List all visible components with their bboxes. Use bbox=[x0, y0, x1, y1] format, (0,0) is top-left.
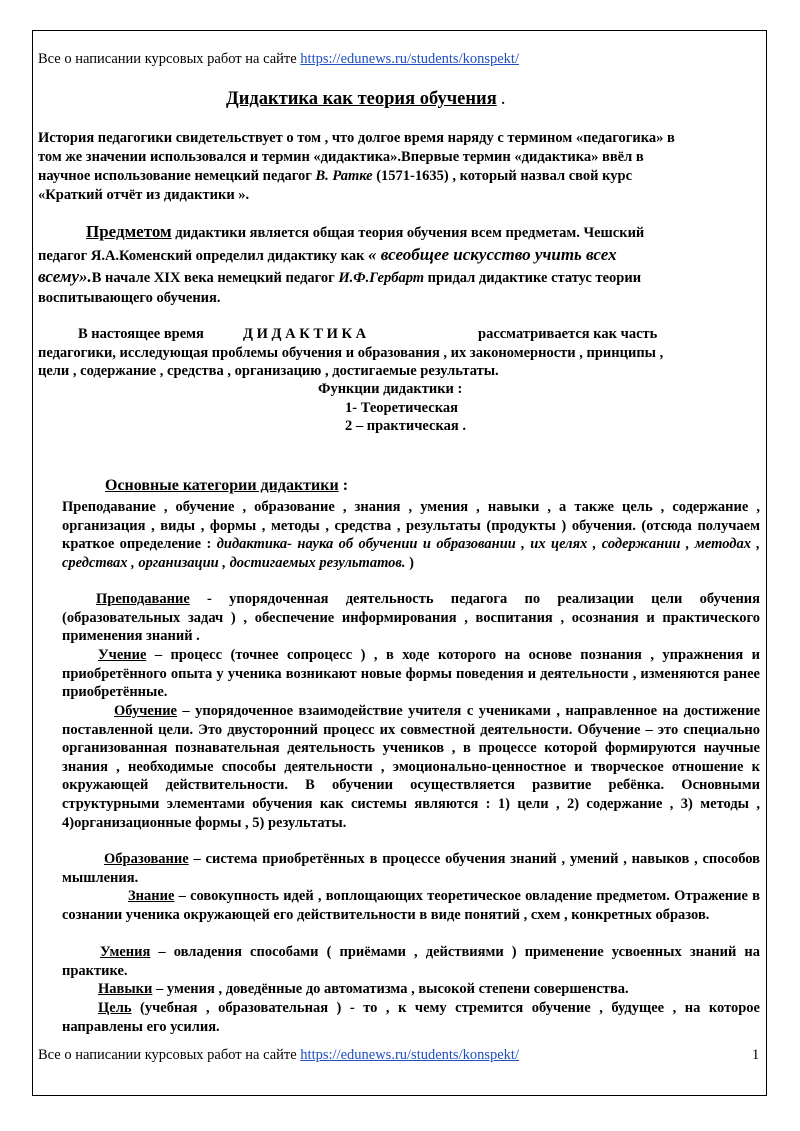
intro-line-4: «Краткий отчёт из дидактики ». bbox=[38, 187, 250, 203]
categories-heading-text: Основные категории дидактики bbox=[105, 477, 339, 494]
categories-list: Преподавание , обучение , образование , знания , умения , навыки , а также цель , содержание , организация , виды , формы , методы , средства , результаты (продукты ) обучения. (отсюда получаем краткое определение : bbox=[62, 499, 760, 553]
def-skills bbox=[62, 943, 760, 980]
page-title bbox=[226, 88, 505, 112]
herbart-name: И.Ф.Гербарт bbox=[338, 270, 425, 286]
present-line-1c: рассматривается как часть bbox=[478, 326, 658, 342]
subject-line-3 bbox=[38, 268, 641, 287]
intro-line-1: История педагогики свидетельствует о том , что долгое время наряду с термином «педагогика» в bbox=[38, 130, 675, 146]
categories-paragraph bbox=[62, 498, 760, 572]
def-training bbox=[62, 702, 760, 832]
header-text: Все о написании курсовых работ на сайте bbox=[38, 51, 301, 67]
present-line-2: педагогики, исследующая проблемы обучения и образования , их закономерности , принципы , bbox=[38, 345, 664, 361]
function-1: 1- Теоретическая bbox=[345, 400, 458, 416]
page-header bbox=[38, 50, 519, 68]
text-teaching: - упорядоченная деятельность педагога по реализации цели обучения (образовательных задач ) , обеспечение информирования , воспитания , осознания и практического применения знаний . bbox=[62, 591, 760, 645]
subject-line-4: воспитывающего обучения. bbox=[38, 290, 221, 306]
term-goal: Цель bbox=[98, 1000, 132, 1016]
subject-line-1 bbox=[86, 223, 644, 242]
title-dot: . bbox=[501, 93, 505, 108]
term-habits: Навыки bbox=[98, 981, 153, 997]
def-goal bbox=[62, 999, 760, 1036]
text-goal: (учебная , образовательная ) - то , к чему стремится обучение , будущее , на которое направлены его усилия. bbox=[62, 1000, 760, 1035]
komensky-quote-end: всему». bbox=[38, 267, 92, 286]
present-line-3: цели , содержание , средства , организацию , достигаемые результаты. bbox=[38, 363, 499, 379]
intro-line-2: том же значении использовался и термин «дидактика».Впервые термин «дидактика» ввёл в bbox=[38, 149, 644, 165]
komensky-quote: « всеобщее искусство учить всех bbox=[368, 245, 617, 264]
term-training: Обучение bbox=[114, 703, 177, 719]
herbart-intro: В начале XIX века немецкий педагог bbox=[91, 270, 339, 286]
didactics-definition: дидактика- наука об обучении и образовании , их целях , содержании , методах , средствах , организации , достигаемых результатов. bbox=[62, 536, 760, 571]
categories-close: ) bbox=[405, 554, 414, 571]
categories-colon: : bbox=[338, 477, 349, 494]
def-education bbox=[62, 850, 760, 887]
def-habits bbox=[62, 980, 760, 999]
subject-term: Предметом bbox=[86, 222, 172, 241]
term-education: Образование bbox=[104, 851, 189, 867]
text-learning: – процесс (точнее сопроцесс ) , в ходе которого на основе познания , упражнения и приобретённого опыта у ученика возникают новые формы поведения и деятельности , изменяются ранее приобретённые. bbox=[62, 647, 760, 701]
footer-text: Все о написании курсовых работ на сайте bbox=[38, 1047, 301, 1063]
subject-text-2: педагог Я.А.Коменский определил дидактику как bbox=[38, 248, 369, 264]
intro-text: научное использование немецкий педагог bbox=[38, 168, 316, 184]
present-line-1a: В настоящее время bbox=[78, 326, 204, 342]
intro-text-cont: (1571-1635) , который назвал свой курс bbox=[372, 168, 633, 184]
present-line-1b: Д И Д А К Т И К А bbox=[243, 326, 367, 342]
subject-text: дидактики является общая теория обучения всем предметам. Чешский bbox=[171, 225, 645, 241]
functions-title: Функции дидактики : bbox=[318, 381, 463, 397]
subject-line-2 bbox=[38, 246, 617, 265]
def-teaching bbox=[62, 590, 760, 646]
text-knowledge: – совокупность идей , воплощающих теоретическое овладение предметом. Отражение в сознании ученика окружающей его действительности в виде понятий , схем , конкретных образов. bbox=[62, 888, 760, 923]
categories-heading bbox=[105, 477, 348, 495]
text-training: – упорядоченное взаимодействие учителя с учениками , направленное на достижение поставленной цели. Это двусторонний процесс их совместной деятельности. Обучение – это специально организованная познавательная деятельность учеников , в процессе которой формируются научные знания , необходимые способы деятельности , эмоционально-ценностное и творческое отношение к окружающей действительности. В обучении осуществляется развитие ребёнка. Основными структурными элементами обучения как системы являются : 1) цели , 2) содержание , 3) методы , 4)организационные формы , 5) результаты. bbox=[62, 703, 760, 831]
def-knowledge bbox=[62, 887, 760, 924]
term-skills: Умения bbox=[100, 944, 151, 960]
title-text: Дидактика как теория обучения bbox=[226, 89, 497, 109]
term-knowledge: Знание bbox=[128, 888, 175, 904]
header-link[interactable]: https://edunews.ru/students/konspekt/ bbox=[300, 51, 519, 67]
term-teaching: Преподавание bbox=[96, 591, 190, 607]
text-education: – система приобретённых в процессе обучения знаний , умений , навыков , способов мышления. bbox=[62, 851, 760, 886]
text-habits: – умения , доведённые до автоматизма , высокой степени совершенства. bbox=[152, 981, 629, 997]
term-learning: Учение bbox=[98, 647, 147, 663]
page-footer bbox=[38, 1046, 519, 1064]
def-learning bbox=[62, 646, 760, 702]
text-skills: – овладения способами ( приёмами , действиями ) применение усвоенных знаний на практике. bbox=[62, 944, 760, 979]
function-2: 2 – практическая . bbox=[345, 418, 466, 434]
page-number: 1 bbox=[752, 1047, 760, 1063]
intro-line-3 bbox=[38, 167, 632, 185]
herbart-text: придал дидактике статус теории bbox=[424, 270, 642, 286]
ratke-name: В. Ратке bbox=[315, 168, 373, 184]
footer-link[interactable]: https://edunews.ru/students/konspekt/ bbox=[300, 1047, 519, 1063]
